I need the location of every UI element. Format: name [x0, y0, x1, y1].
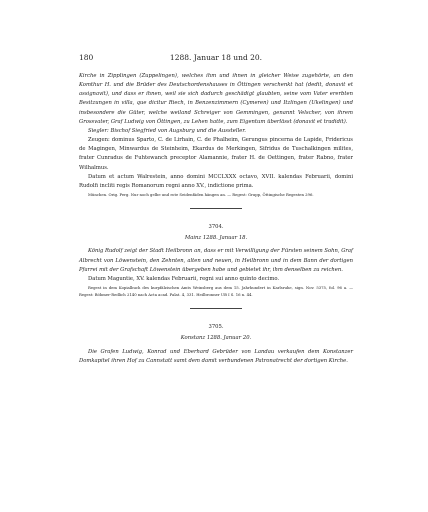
- doc-3704-datum: Datum Maguntie, XV. kalendas Februarii, regni sui anno quinto decimo.: [88, 275, 280, 282]
- doc-3704-number: 3704.: [208, 224, 224, 231]
- doc-3703-summary: Kirche in Zipplingen (Zuppelingen), welches ihm und ihnen in gleicher Weise zugehörte, an den Komthur H. und die Brüder des Deutschordenshauses in Öttingen verschenkt hat (dedit, donavit et assignavit), und dass er ihnen, weil sie sich dadurch geschädigt glaubten, seine vom Vater ererbten Besitzungen in villa, que dicitur Riech, in Benzenzimmern (Cymeren) und Itzlingen (Ukelingen) und insbesondere die Güter, welche weiland Schreiger von Gemmingen, genannt Velscher, von ihrem Grossvater, Graf Ludwig von Öttingen, zu Lehen hatte, zum Eigentum überlässt (donavit et tradidit).: [79, 73, 353, 125]
- doc-3705-place-date: Konstanz 1288. Januar 20.: [180, 335, 252, 342]
- page-number: 180: [79, 53, 94, 62]
- section-divider: [190, 208, 242, 209]
- page-body: [79, 72, 353, 366]
- doc-3704-summary: König Rudolf zeigt der Stadt Heilbronn an, dass er mit Verwilligung der Fürsten seinem Sohn, Graf Albrecht von Löwenstein, den Zehnten, alten und neuen, in Heilbronn und in dem Bann der dortigen Pfarrei mit der Grafschaft Löwenstein übergeben habe und gebietet ihr, ihm denselben zu reichen.: [79, 248, 353, 273]
- doc-3703-zeugen: Zeugen: dominus Sparto, C. de Lirhain, C. de Phalheim, Gerungus pincerna de Lapide, Fridericus de Magingen, Minwardus de Steinheim, Ekardus de Merkingen, Sifridus de Tuschalkingen milites, frater Cunradus de Fuhtewanch preceptor Alamannie, frater H. de Oettingen, frater Rabno, frater Wilhalmus.: [79, 137, 353, 171]
- doc-3703-siegler: Siegler: Bischof Siegfried von Augsburg und die Aussteller.: [88, 127, 246, 134]
- doc-3705-summary: Die Grafen Ludwig, Konrad und Eberhard Gebrüder von Landau verkaufen dem Konstanzer Domkapitel ihren Hof zu Cannstatt samt dem damit verbundenen Patronatrecht der dortigen Kirche.: [79, 348, 353, 364]
- doc-3704-note: Regest in dem Kopialbuch des kurpfälzischen Amts Weinsberg aus dem 15. Jahrhundert in Karlsruhe, sign. Nov. 5375, fol. 96 a. — Regest: Böhmer-Redlich 2140 nach Acta acad. Palat. 4, 331. Heilbronner UB I S. 16 n. 44.: [79, 285, 353, 298]
- page-header: [79, 53, 353, 65]
- section-divider-2: [190, 308, 242, 309]
- doc-3703-note: München. Orig. Perg. Nur noch gelbe und rote Seidenfäden hängen an. — Regest: Grupp, Öttingische Regesten 296.: [88, 192, 314, 198]
- doc-3704-place-date: Mainz 1288. Januar 18.: [184, 235, 248, 242]
- doc-3705-number: 3705.: [208, 324, 224, 331]
- running-head: 1288. Januar 18 und 20.: [169, 53, 263, 62]
- doc-3703-datum: Datum et actum Walrestein, anno domini MCCLXXX octavo, XVII. kalendas Februarii, domini Rudolfi incliti regis Romanorum regni anno XV., indictione prima.: [79, 173, 353, 189]
